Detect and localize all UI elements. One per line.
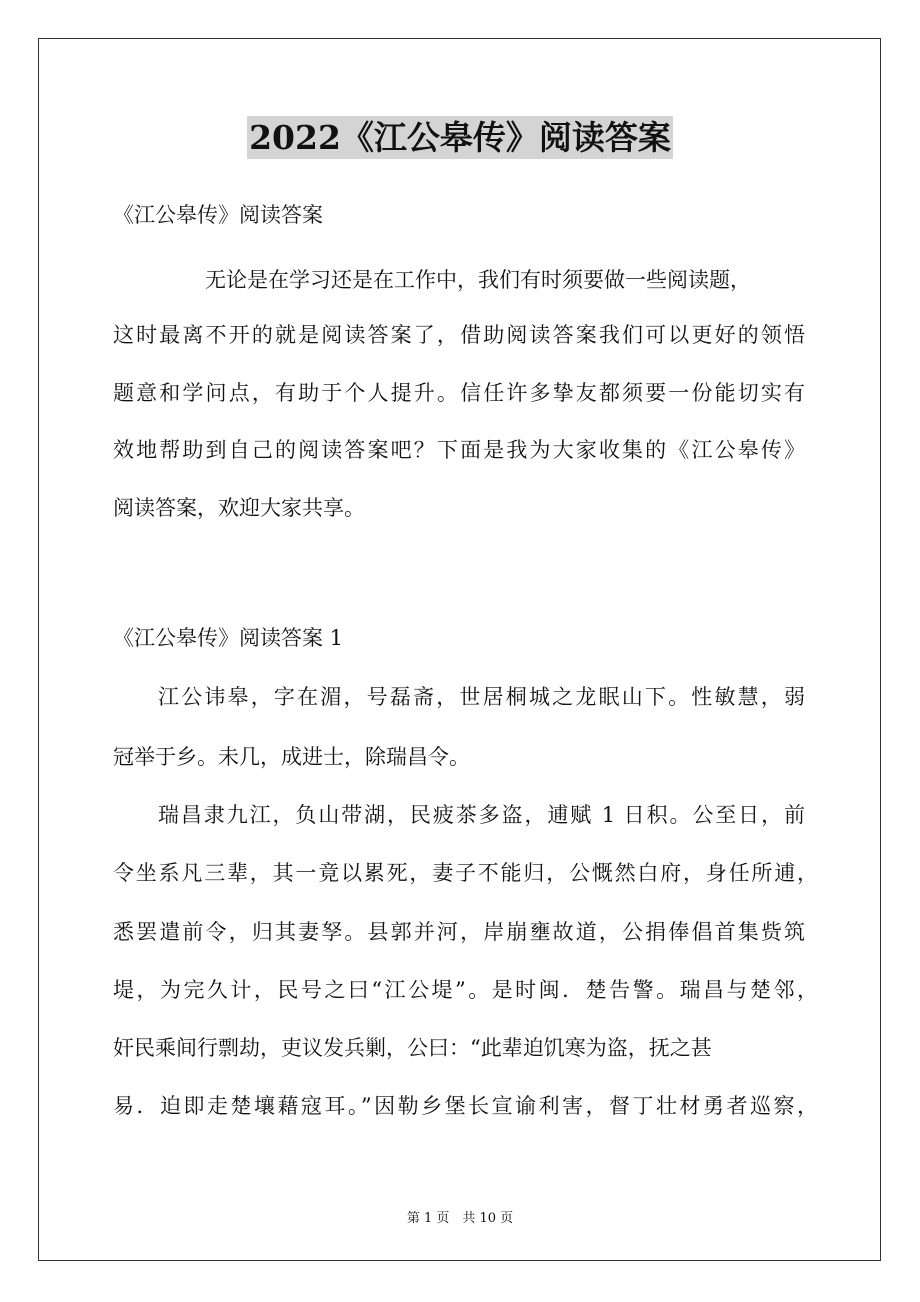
body-line: 江公讳皋，字在湄，号磊斋，世居桐城之龙眠山下。性敏慧，弱 (158, 685, 805, 709)
intro-line: 题意和学问点，有助于个人提升。信任许多挚友都须要一份能切实有 (113, 381, 805, 405)
intro-line: 这时最离不开的就是阅读答案了，借助阅读答案我们可以更好的领悟 (113, 323, 805, 347)
intro-line: 无论是在学习还是在工作中，我们有时须要做一些阅读题， (205, 268, 751, 292)
body-line: 堤，为完久计，民号之曰“江公堤”。是时闽．楚告警。瑞昌与楚邻， (113, 978, 818, 1002)
document-title (0, 112, 920, 159)
body-line: 悉罢遣前令，归其妻孥。县郭并河，岸崩壅故道，公捐俸倡首集赀筑 (113, 920, 805, 944)
subtitle: 《江公皋传》阅读答案 (113, 203, 323, 227)
intro-line: 效地帮助到自己的阅读答案吧？下面是我为大家收集的《江公皋传》 (113, 438, 805, 462)
title-text: 2022《江公皋传》阅读答案 (249, 118, 671, 157)
body-line: 易．迫即走楚壤藉寇耳。”因勒乡堡长宣谕利害，督丁壮材勇者巡察， (113, 1094, 818, 1118)
body-line: 瑞昌隶九江，负山带湖，民疲茶多盗，逋赋 1 日积。公至日，前 (158, 803, 805, 827)
body-line: 令坐系凡三辈，其一竟以累死，妻子不能归，公慨然白府，身任所逋， (113, 861, 818, 885)
page-footer: 第 1 页 共 10 页 (406, 1211, 514, 1226)
body-line: 奸民乘间行剽劫，吏议发兵剿，公曰：“此辈迫饥寒为盗，抚之甚 (113, 1036, 712, 1060)
intro-line: 阅读答案，欢迎大家共享。 (113, 496, 365, 520)
body-line: 冠举于乡。未几，成进士，除瑞昌令。 (113, 745, 470, 769)
section-heading: 《江公皋传》阅读答案 1 (113, 626, 344, 650)
